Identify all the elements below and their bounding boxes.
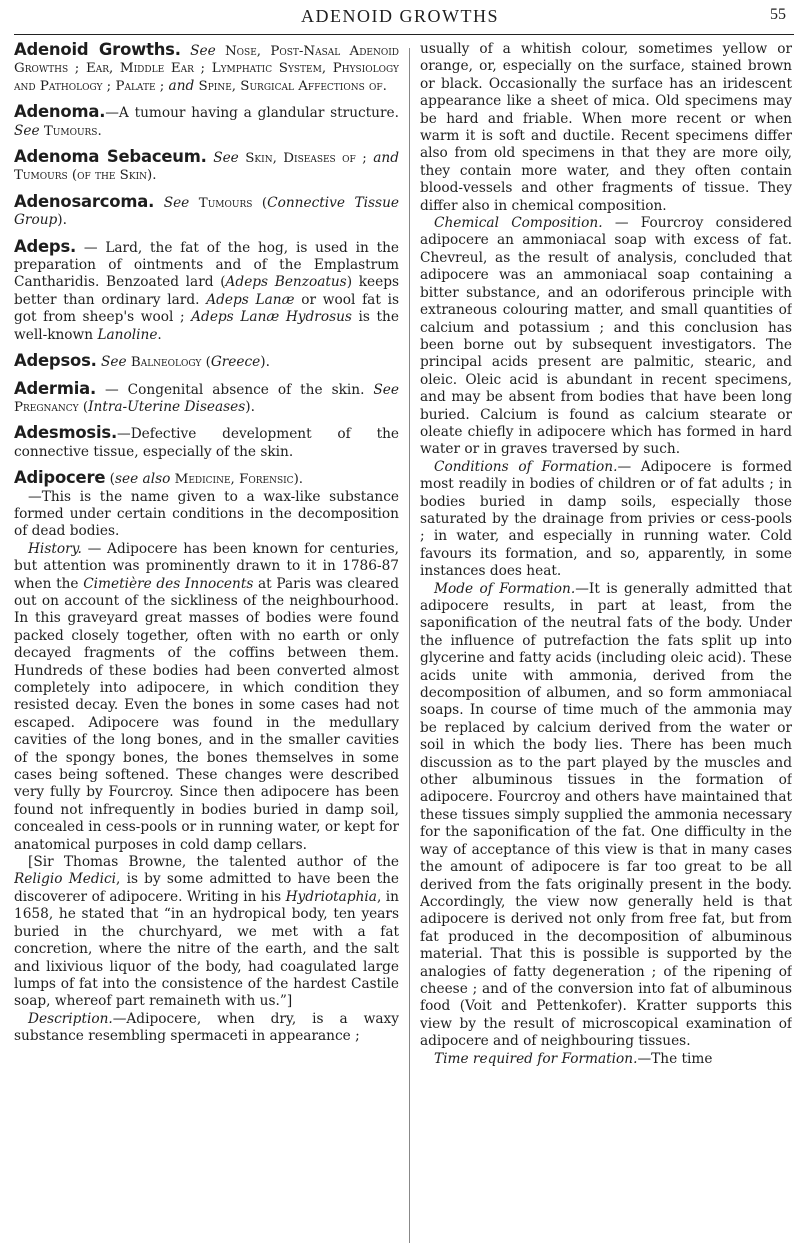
header-rule	[14, 34, 794, 35]
entry-adesmosis: Adesmosis.—Defective development of the connective tissue, especially of the skin.	[14, 423, 399, 460]
run-in-heading: Chemical Composition.	[434, 215, 603, 232]
cross-reference: Balneology (	[126, 355, 211, 371]
section-conditions-of-formation: Conditions of Formation.— Adipocere is formed most readily in bodies of children or of fat adults ; in bodies buried in damp soils, especially those saturated by the drainage from privies or cess-pools ; in water, and especially in running water. Cold favours its formation, and so, apparently, in some instances does heat.	[420, 458, 792, 580]
description-continued: usually of a whitish colour, sometimes yellow or orange, or, especially on the surface, stained brown or black. Occasionally the surface has an iridescent appearance like a sheet of mica. Old specimens may be hard and friable. When more recent or when warm it is soft and ductile. Recent specimens differ also from old specimens in that they are more oily, they contain more water, and they often contain blood-vessels and other fragments of tissue. They differ also in chemical composition.	[420, 41, 792, 214]
cross-reference: Tumours.	[39, 123, 102, 139]
section-chemical-composition: Chemical Composition. — Fourcroy considered adipocere an ammoniacal soap with excess of fat. Chevreul, as the result of analysis, concluded that adipocere was an ammoniacal soap containing a bitter substance, and an odoriferous principle with extraneous colouring matter, and small quantities of calcium and potassium ; and this conclusion has been borne out by subsequent investigators. The principal acids present are palmitic, stearic, and oleic. Oleic acid is abundant in recent specimens, and may be absent from bodies that have been long buried. Calcium is found as calcium stearate or oleate chiefly in adipocere which has formed in hard water or in graves traversed by such.	[420, 215, 792, 458]
section-description: Description.—Adipocere, when dry, is a waxy substance resembling spermaceti in appearance ;	[14, 1010, 399, 1045]
cross-reference: Tumours (	[189, 195, 268, 211]
headword: Adenosarcoma.	[14, 191, 155, 211]
cross-reference: Skin, Diseases of ;	[238, 151, 374, 167]
headword: Adenoma Sebaceum.	[14, 147, 207, 167]
cross-reference: Pregnancy (	[14, 399, 89, 415]
headword: Adermia.	[14, 378, 97, 398]
entry-adermia: Adermia. — Congenital absence of the skin. See Pregnancy (Intra-Uterine Diseases).	[14, 378, 399, 415]
left-column	[14, 41, 399, 1046]
run-in-heading: Time required for Formation.	[434, 1050, 638, 1067]
entry-adenosarcoma: Adenosarcoma. See Tumours (Connective Tissue Group).	[14, 191, 399, 229]
page-number: 55	[770, 6, 786, 23]
entry-adenoid-growths: Adenoid Growths. See Nose, Post-Nasal Adenoid Growths ; Ear, Middle Ear ; Lymphatic System, Physiology and Pathology ; Palate ; and Spine, Surgical Affections of.	[14, 41, 399, 94]
headword: Adesmosis.	[14, 423, 117, 443]
run-in-heading: History.	[28, 540, 82, 557]
column-divider	[409, 48, 410, 1243]
run-in-heading: Mode of Formation.	[434, 580, 576, 597]
entry-adenoma: Adenoma.—A tumour having a glandular structure. See Tumours.	[14, 102, 399, 139]
headword: Adipocere	[14, 468, 106, 488]
cross-reference: Tumours (of the Skin).	[14, 168, 157, 184]
section-time-required: Time required for Formation.—The time	[434, 1050, 713, 1067]
running-head: ADENOID GROWTHS	[301, 6, 499, 26]
headword: Adenoid Growths.	[14, 41, 181, 59]
headword: Adepsos.	[14, 351, 97, 371]
entry-adepsos: Adepsos. See Balneology (Greece).	[14, 351, 270, 371]
entry-adeps: Adeps. — Lard, the fat of the hog, is used in the preparation of ointments and of the Emplastrum Cantharidis. Benzoated lard (Adeps Benzoatus) keeps better than ordinary lard. Adeps Lanæ or wool fat is got from sheep's wool ; Adeps Lanæ Hydrosus is the well-known Lanoline.	[14, 236, 399, 343]
cross-reference: Nose, Post-Nasal Adenoid Growths ; Ear, Middle Ear ; Lymphatic System, Physiology and Pathology ; Palate ;	[14, 44, 399, 94]
cross-reference: Spine, Surgical Affections of.	[194, 78, 387, 94]
section-mode-of-formation: Mode of Formation.—It is generally admitted that adipocere results, in part at least, from the saponification of the neutral fats of the body. Under the influence of putrefaction the fats split up into glycerine and fatty acids (including oleic acid). These acids unite with ammonia, derived from the decomposition of albumen, and so form ammoniacal soaps. In course of time much of the ammonia may be replaced by calcium derived from the water or soil in which the body lies. There has been much discussion as to the part played by the muscles and other albuminous tissues in the formation of adipocere. Fourcroy and others have maintained that these tissues simply supplied the ammonia necessary for the saponification of the fat. One difficulty in the way of acceptance of this view is that in many cases the amount of adipocere is far too great to be all derived from the fats originally present in the body. Accordingly, the view now generally held is that adipocere is derived not only from free fat, but from fat produced in the decomposition of albuminous material. That this is possible is supported by the analogies of fatty degeneration ; of the ripening of cheese ; and of the conversion into fat of albuminous food (Voit and Pettenkofer). Kratter supports this view by the result of microscopical examination of adipocere and of neighbouring tissues.	[420, 580, 792, 1050]
browne-note: [Sir Thomas Browne, the talented author of the Religio Medici, is by some admitted to have been the discoverer of adipocere. Writing in his Hydriotaphia, in 1658, he stated that “in an hydropical body, ten years buried in the churchyard, we met with a fat concretion, where the nitre of the earth, and the salt and lixivious liquor of the body, had coagulated large lumps of fat into the consistence of the hardest Castile soap, whereof part remaineth with us.”]	[14, 854, 399, 1010]
section-history: History. — Adipocere has been known for centuries, but attention was prominently drawn to it in 1786-87 when the Cimetière des Innocents at Paris was cleared out on account of the sickliness of the neighbourhood. In this graveyard great masses of bodies were found packed closely together, often with no earth or only decayed fragments of the coffins between them. Hundreds of these bodies had been converted almost completely into adipocere, in which condition they resisted decay. Even the bones in some cases had not escaped. Adipocere was found in the medullary cavities of the long bones, and in the smaller cavities of the spongy bones, the bones themselves in some cases being softened. These changes were described very fully by Fourcroy. Since then adipocere has been found not infrequently in bodies buried in damp soil, concealed in cess-pools or in running water, or kept for anatomical purposes in cold damp cellars.	[14, 540, 399, 853]
headword: Adeps.	[14, 236, 77, 256]
page-header	[0, 0, 800, 40]
right-column	[420, 41, 792, 1068]
run-in-heading: Conditions of Formation.	[434, 458, 618, 475]
adipocere-intro: —This is the name given to a wax-like substance formed under certain conditions in the decomposition of dead bodies.	[14, 488, 399, 540]
run-in-heading: Description.	[28, 1010, 113, 1027]
cross-reference: Medicine, Forensic).	[170, 472, 304, 488]
headword: Adenoma.	[14, 102, 106, 122]
entry-adipocere: Adipocere (see also Medicine, Forensic).	[14, 468, 304, 488]
entry-adenoma-sebaceum: Adenoma Sebaceum. See Skin, Diseases of ; and Tumours (of the Skin).	[14, 147, 399, 184]
